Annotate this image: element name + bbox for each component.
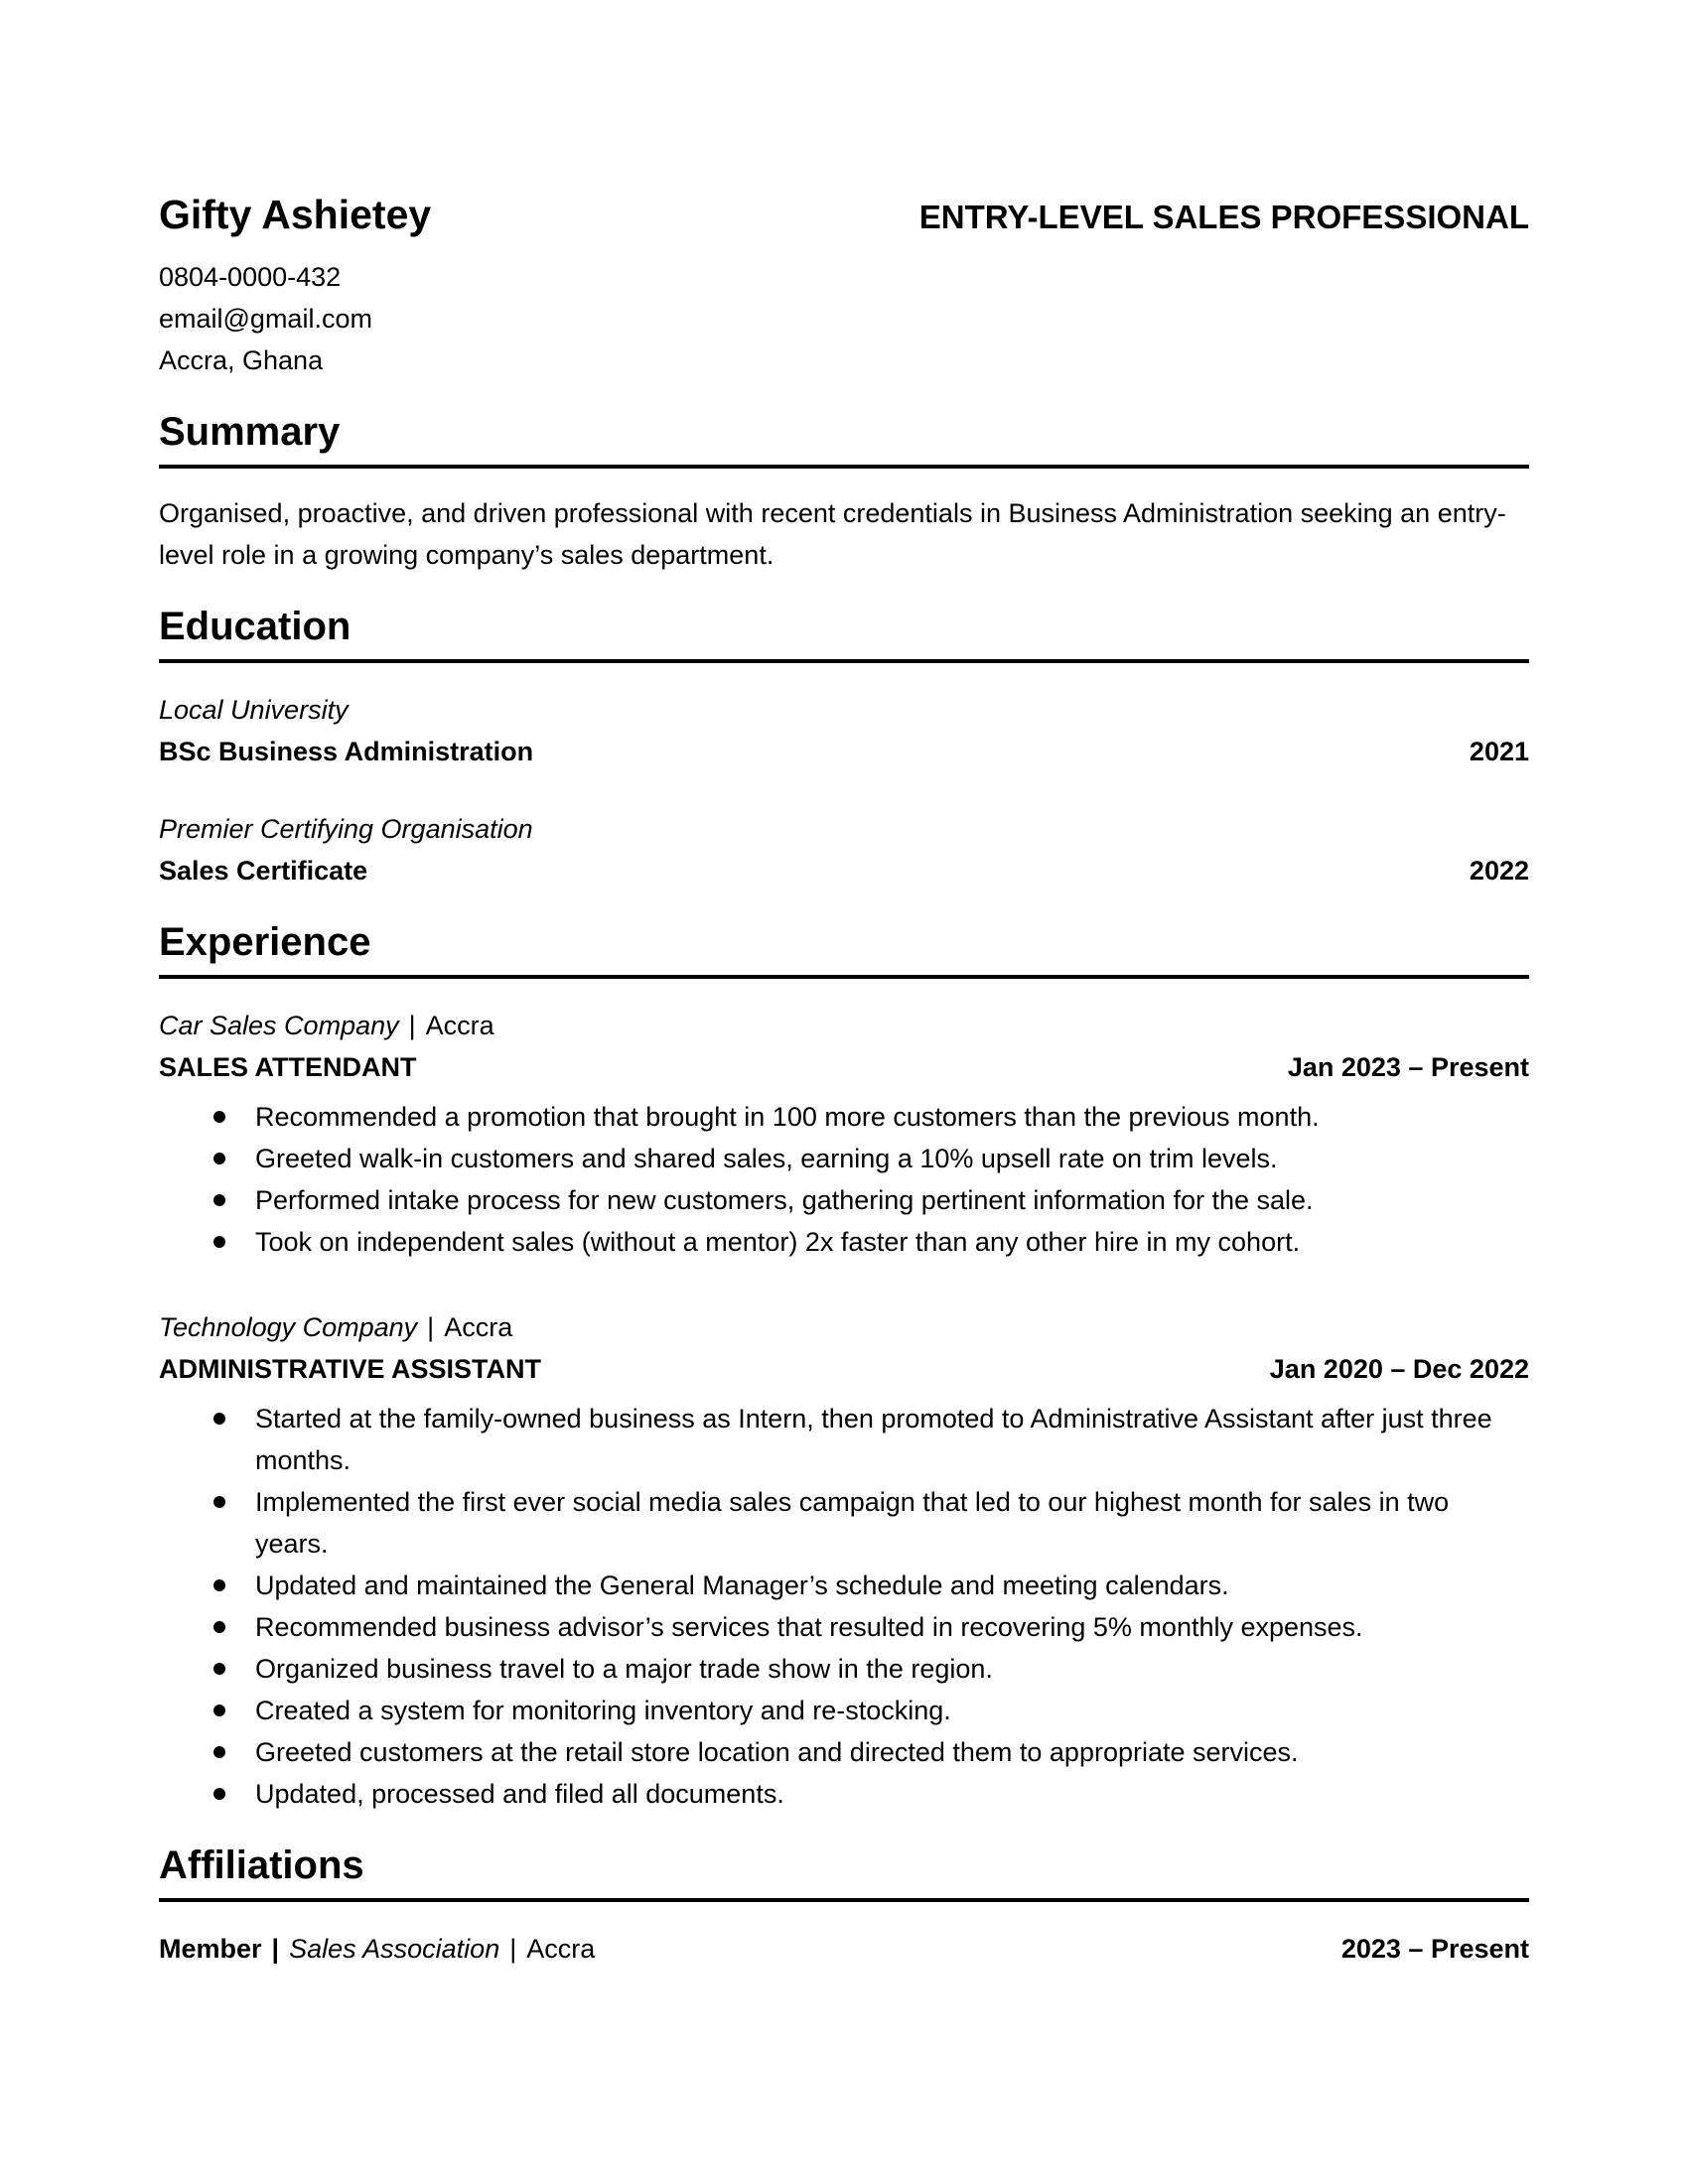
- bullet-text: Implemented the first ever social media sales campaign that led to our highest month for sales in two years.: [255, 1487, 1450, 1559]
- pipe-separator: |: [427, 1312, 435, 1342]
- education-section: [159, 604, 1529, 891]
- email-address: email@gmail.com: [159, 304, 372, 334]
- job-company-line: [159, 1306, 1529, 1348]
- experience-heading: Experience: [159, 919, 1529, 979]
- affiliation-entry: [159, 1928, 1529, 1970]
- bullet-dot-icon: [213, 1413, 225, 1425]
- job-entry: [159, 1306, 1529, 1815]
- bullet-item: [159, 1096, 1529, 1138]
- bullet-text: Updated and maintained the General Manager’s schedule and meeting calendars.: [255, 1570, 1229, 1600]
- credential-name: BSc Business Administration: [159, 737, 534, 766]
- job-dates: Jan 2023 – Present: [1287, 1052, 1529, 1082]
- affiliation-organisation: Sales Association: [289, 1934, 500, 1964]
- job-dates: Jan 2020 – Dec 2022: [1269, 1354, 1529, 1384]
- job-company-line: [159, 1005, 1529, 1046]
- education-entry: [159, 689, 1529, 772]
- company-name: Technology Company: [159, 1312, 418, 1342]
- bullet-text: Performed intake process for new customers, gathering pertinent information for the sale.: [255, 1185, 1314, 1215]
- bullet-item: [159, 1138, 1529, 1179]
- target-role-title: ENTRY-LEVEL SALES PROFESSIONAL: [918, 199, 1529, 235]
- phone-number: 0804-0000-432: [159, 262, 342, 292]
- bullet-item: [159, 1398, 1529, 1481]
- credential-name: Sales Certificate: [159, 856, 368, 886]
- pipe-separator: |: [509, 1934, 517, 1964]
- bullet-item: [159, 1606, 1529, 1648]
- bullet-item: [159, 1481, 1529, 1565]
- bullet-text: Recommended a promotion that brought in 100 more customers than the previous month.: [255, 1102, 1320, 1132]
- bullet-dot-icon: [213, 1111, 225, 1123]
- affiliations-heading: Affiliations: [159, 1843, 1529, 1902]
- location-text: Accra, Ghana: [159, 345, 324, 375]
- institution-name: Local University: [159, 695, 349, 725]
- job-location: Accra: [425, 1011, 494, 1040]
- bullet-item: [159, 1648, 1529, 1690]
- bullet-dot-icon: [213, 1194, 225, 1206]
- affiliation-role: Member: [159, 1934, 262, 1964]
- affiliation-dates: 2023 – Present: [1340, 1934, 1529, 1964]
- bullet-item: [159, 1565, 1529, 1606]
- credential-year: 2021: [1469, 737, 1529, 766]
- job-location: Accra: [444, 1312, 513, 1342]
- pipe-separator: |: [271, 1934, 280, 1964]
- job-entry: [159, 1005, 1529, 1263]
- bullet-dot-icon: [213, 1496, 225, 1508]
- job-bullet-list: [159, 1398, 1529, 1815]
- bullet-dot-icon: [213, 1621, 225, 1633]
- bullet-item: [159, 1221, 1529, 1263]
- bullet-text: Created a system for monitoring inventory and re-stocking.: [255, 1696, 951, 1725]
- contact-block: [159, 256, 1529, 381]
- bullet-text: Updated, processed and filed all documents.: [255, 1779, 784, 1809]
- summary-heading: Summary: [159, 409, 1529, 469]
- experience-section: [159, 919, 1529, 1815]
- bullet-dot-icon: [213, 1579, 225, 1591]
- education-heading: Education: [159, 604, 1529, 663]
- bullet-text: Recommended business advisor’s services that resulted in recovering 5% monthly expenses.: [255, 1612, 1363, 1642]
- credential-year: 2022: [1469, 856, 1529, 886]
- bullet-text: Greeted customers at the retail store location and directed them to appropriate services.: [255, 1737, 1299, 1767]
- affiliations-section: [159, 1843, 1529, 1970]
- bullet-text: Greeted walk-in customers and shared sales, earning a 10% upsell rate on trim levels.: [255, 1144, 1278, 1173]
- job-bullet-list: [159, 1096, 1529, 1263]
- bullet-item: [159, 1179, 1529, 1221]
- bullet-dot-icon: [213, 1236, 225, 1248]
- bullet-dot-icon: [213, 1746, 225, 1758]
- bullet-dot-icon: [213, 1153, 225, 1164]
- affiliation-location: Accra: [526, 1934, 596, 1964]
- bullet-dot-icon: [213, 1788, 225, 1800]
- pipe-separator: |: [408, 1011, 416, 1040]
- bullet-item: [159, 1773, 1529, 1815]
- candidate-name: Gifty Ashietey: [159, 192, 432, 237]
- bullet-text: Took on independent sales (without a mentor) 2x faster than any other hire in my cohort.: [255, 1227, 1301, 1257]
- summary-text: Organised, proactive, and driven professional with recent credentials in Business Administration seeking an entry-level role in a growing company’s sales department.: [159, 498, 1506, 570]
- bullet-dot-icon: [213, 1705, 225, 1716]
- institution-name: Premier Certifying Organisation: [159, 814, 533, 844]
- company-name: Car Sales Company: [159, 1011, 399, 1040]
- summary-section: [159, 409, 1529, 576]
- education-entry: [159, 808, 1529, 891]
- job-title: ADMINISTRATIVE ASSISTANT: [159, 1354, 542, 1384]
- bullet-item: [159, 1731, 1529, 1773]
- job-title: SALES ATTENDANT: [159, 1052, 417, 1082]
- affiliation-detail: [159, 1928, 595, 1970]
- bullet-item: [159, 1690, 1529, 1731]
- bullet-text: Organized business travel to a major trade show in the region.: [255, 1654, 993, 1684]
- bullet-text: Started at the family-owned business as Intern, then promoted to Administrative Assistant after just three months.: [255, 1404, 1492, 1475]
- bullet-dot-icon: [213, 1663, 225, 1675]
- resume-header: [159, 191, 1529, 238]
